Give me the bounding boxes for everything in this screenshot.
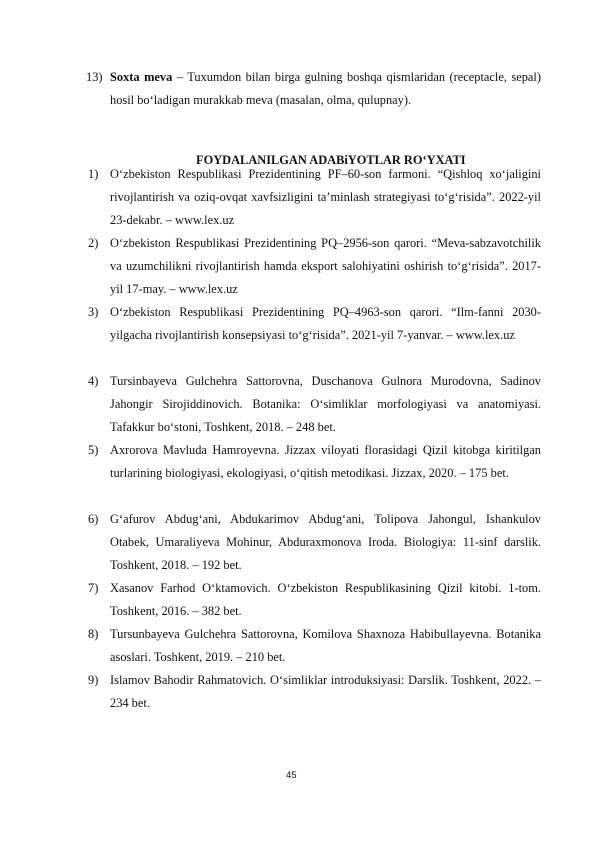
reference-text: O‘zbekiston Respublikasi Prezidentining PQ–4963-son qarori. “Ilm-fanni 2030-yilgacha rivojlantirish konsepsiyasi to‘g‘risida”. 2021-yil 7-yanvar. – www.lex.uz — [110, 305, 541, 342]
reference-number: 4) — [88, 374, 99, 388]
reference-text: Axrorova Mavluda Hamroyevna. Jizzax viloyati florasidagi Qizil kitobga kiritilgan turlarining biologiyasi, ekologiyasi, o‘qitish metodikasi. Jizzax, 2020. – 175 bet. — [110, 443, 541, 480]
reference-text: Tursunbayeva Gulchehra Sattorovna, Komilova Shaxnoza Habibullayevna. Botanika asoslari. Toshkent, 2019. – 210 bet. — [110, 627, 541, 664]
reference-number: 7) — [88, 581, 99, 595]
glossary-item-text — [110, 66, 541, 112]
reference-text: G‘afurov Abdug‘ani, Abdukarimov Abdug‘ani, Tolipova Jahongul, Ishankulov Otabek, Umaraliyeva Mohinur, Abduraxmonova Iroda. Biologiya: 11-sinf darslik. Toshkent, 2018. – 192 bet. — [110, 512, 541, 572]
reference-number: 9) — [88, 673, 99, 687]
reference-number: 2) — [88, 236, 99, 250]
reference-number: 6) — [88, 512, 99, 526]
page-number: 45 — [286, 770, 297, 781]
glossary-term: Soxta meva — [110, 70, 173, 84]
reference-number: 3) — [88, 305, 99, 319]
reference-text: O‘zbekiston Respublikasi Prezidentining PQ–2956-son qarori. “Meva-sabzavotchilik va uzumchilikni rivojlantirish hamda eksport salohiyatini oshirish to‘g‘risida”. 2017-yil 17-may. – www.lex.uz — [110, 236, 541, 296]
glossary-definition: – Tuxumdon bilan birga gulning boshqa qismlaridan (receptacle, sepal) hosil bo‘ladigan murakkab meva (masalan, olma, qulupnay). — [110, 70, 541, 107]
reference-text: Tursinbayeva Gulchehra Sattorovna, Duschanova Gulnora Murodovna, Sadinov Jahongir Sirojiddinovich. Botanika: O‘simliklar morfologiyasi va anatomiyasi. Tafakkur bo‘stoni, Toshkent, 2018. – 248 bet. — [110, 374, 541, 434]
references-heading: FOYDALANILGAN ADABiYOTLAR RO‘YXATI — [196, 153, 466, 167]
reference-number: 5) — [88, 443, 99, 457]
reference-number: 8) — [88, 627, 99, 641]
reference-text: Islamov Bahodir Rahmatovich. O‘simliklar introduksiyasi: Darslik. Toshkent, 2022. – 234 bet. — [110, 673, 541, 710]
glossary-item-number: 13) — [86, 70, 103, 84]
reference-text: Xasanov Farhod O‘ktamovich. O‘zbekiston Respublikasining Qizil kitobi. 1-tom. Toshkent, 2016. – 382 bet. — [110, 581, 541, 618]
reference-text: O‘zbekiston Respublikasi Prezidentining PF–60-son farmoni. “Qishloq xo‘jaligini rivojlantirish va oziq-ovqat xavfsizligini ta’minlash strategiyasi to‘g‘risida”. 2022-yil 23-dekabr. – www.lex.uz — [110, 167, 541, 227]
reference-number: 1) — [88, 167, 99, 181]
